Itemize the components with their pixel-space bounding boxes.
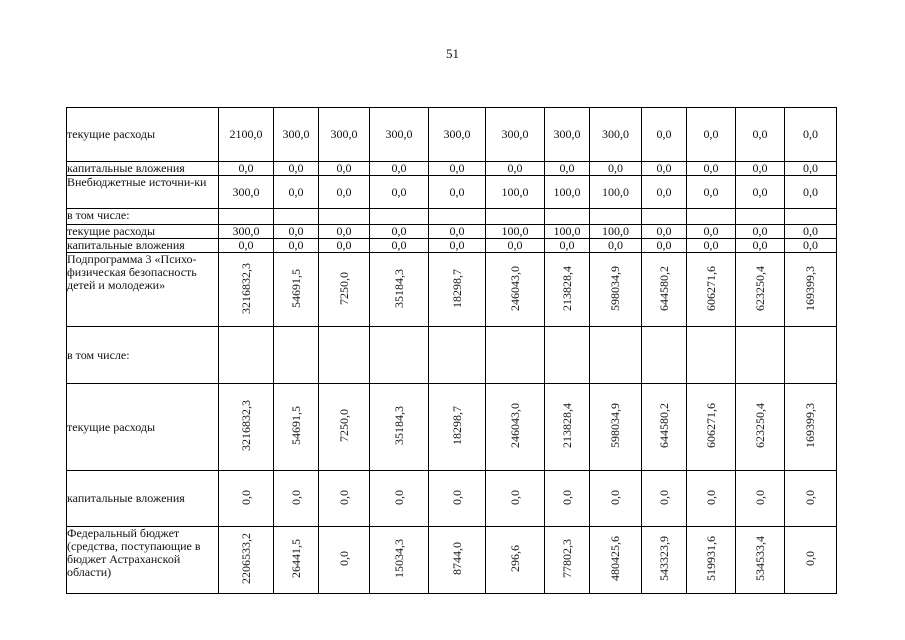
value-text: 246043,0 xyxy=(507,403,522,448)
value-cell xyxy=(429,527,486,594)
value-cell: 0,0 xyxy=(429,162,486,176)
table-row xyxy=(67,327,837,384)
value-cell: 0,0 xyxy=(274,176,319,209)
value-cell: 0,0 xyxy=(590,162,642,176)
value-text: 2206533,2 xyxy=(238,533,253,584)
value-cell: 0,0 xyxy=(274,162,319,176)
budget-table xyxy=(66,107,837,594)
value-cell: 0,0 xyxy=(642,108,687,162)
value-text: 18298,7 xyxy=(449,268,464,308)
value-text: 0,0 xyxy=(391,489,406,505)
row-label: капитальные вложения xyxy=(67,239,219,253)
value-cell: 100,0 xyxy=(486,225,545,239)
value-cell xyxy=(486,384,545,471)
value-cell xyxy=(785,327,837,384)
table-row xyxy=(67,471,837,527)
value-cell xyxy=(642,209,687,225)
row-label: в том числе: xyxy=(67,209,219,225)
value-cell xyxy=(736,527,785,594)
value-cell: 0,0 xyxy=(590,239,642,253)
value-text: 35184,3 xyxy=(391,406,406,445)
table-row xyxy=(67,108,837,162)
value-cell xyxy=(429,471,486,527)
value-cell xyxy=(274,384,319,471)
value-cell xyxy=(545,327,590,384)
value-cell: 0,0 xyxy=(545,162,590,176)
value-cell: 2100,0 xyxy=(219,108,274,162)
value-cell xyxy=(370,209,429,225)
value-text: 18298,7 xyxy=(449,406,464,445)
table-row xyxy=(67,384,837,471)
value-text: 644580,2 xyxy=(656,403,671,448)
table-row xyxy=(67,209,837,225)
value-cell xyxy=(642,471,687,527)
value-text: 0,0 xyxy=(608,489,622,505)
value-cell xyxy=(486,527,545,594)
value-cell xyxy=(274,209,319,225)
value-cell xyxy=(545,209,590,225)
value-cell xyxy=(687,527,736,594)
value-cell xyxy=(590,384,642,471)
value-cell: 0,0 xyxy=(642,239,687,253)
value-text: 3216832,3 xyxy=(238,262,253,314)
value-cell xyxy=(545,471,590,527)
value-text: 26441,5 xyxy=(288,539,303,578)
value-cell xyxy=(687,209,736,225)
row-label: текущие расходы xyxy=(67,108,219,162)
value-cell: 0,0 xyxy=(687,108,736,162)
value-cell xyxy=(219,209,274,225)
value-cell: 0,0 xyxy=(274,239,319,253)
row-label: капитальные вложения xyxy=(67,471,219,527)
value-cell xyxy=(319,527,370,594)
value-cell xyxy=(590,527,642,594)
value-cell: 100,0 xyxy=(545,176,590,209)
value-cell xyxy=(687,253,736,327)
value-cell: 300,0 xyxy=(590,108,642,162)
value-cell xyxy=(590,471,642,527)
value-text: 0,0 xyxy=(752,489,767,505)
value-text: 598034,9 xyxy=(608,403,622,448)
value-cell xyxy=(642,527,687,594)
value-text: 0,0 xyxy=(336,489,351,505)
value-cell: 300,0 xyxy=(219,176,274,209)
row-label: капитальные вложения xyxy=(67,162,219,176)
value-cell: 0,0 xyxy=(736,239,785,253)
value-text: 213828,4 xyxy=(559,403,574,448)
value-cell xyxy=(370,471,429,527)
value-text: 3216832,3 xyxy=(238,400,253,451)
value-cell: 300,0 xyxy=(219,225,274,239)
value-cell: 0,0 xyxy=(429,239,486,253)
row-label: Подпрограмма 3 «Психо-физическая безопасность детей и молодежи» xyxy=(67,253,219,327)
value-text: 519931,6 xyxy=(703,536,718,581)
value-cell xyxy=(370,527,429,594)
value-cell xyxy=(545,253,590,327)
value-text: 623250,4 xyxy=(752,265,767,311)
value-text: 0,0 xyxy=(288,489,303,505)
value-cell xyxy=(642,327,687,384)
value-text: 169399,3 xyxy=(803,403,817,448)
value-cell: 0,0 xyxy=(219,239,274,253)
value-cell xyxy=(545,384,590,471)
value-text: 213828,4 xyxy=(559,265,574,311)
value-cell xyxy=(590,253,642,327)
value-cell: 300,0 xyxy=(274,108,319,162)
value-text: 77802,3 xyxy=(559,539,574,578)
value-text: 0,0 xyxy=(238,489,253,505)
value-cell: 0,0 xyxy=(370,162,429,176)
value-cell: 0,0 xyxy=(687,225,736,239)
value-cell: 0,0 xyxy=(370,239,429,253)
value-cell xyxy=(219,527,274,594)
value-cell: 0,0 xyxy=(370,225,429,239)
value-cell xyxy=(736,471,785,527)
value-cell: 100,0 xyxy=(486,176,545,209)
value-text: 543323,9 xyxy=(656,536,671,581)
value-text: 0,0 xyxy=(803,489,817,505)
value-cell xyxy=(429,253,486,327)
table-row xyxy=(67,225,837,239)
value-cell xyxy=(319,384,370,471)
value-cell xyxy=(590,327,642,384)
value-cell: 0,0 xyxy=(429,176,486,209)
value-cell xyxy=(785,253,837,327)
value-cell: 300,0 xyxy=(486,108,545,162)
value-cell xyxy=(486,327,545,384)
value-cell xyxy=(486,253,545,327)
value-text: 644580,2 xyxy=(656,265,671,311)
value-cell: 0,0 xyxy=(319,225,370,239)
page-number: 51 xyxy=(446,46,459,61)
value-cell xyxy=(219,253,274,327)
value-cell xyxy=(687,384,736,471)
value-cell: 0,0 xyxy=(687,176,736,209)
value-cell xyxy=(219,384,274,471)
value-cell xyxy=(687,327,736,384)
value-cell: 0,0 xyxy=(736,108,785,162)
value-cell xyxy=(219,471,274,527)
value-text: 7250,0 xyxy=(336,409,351,442)
value-text: 35184,3 xyxy=(391,268,406,308)
value-cell xyxy=(429,327,486,384)
value-cell xyxy=(319,209,370,225)
value-text: 606271,6 xyxy=(703,265,718,311)
value-cell: 0,0 xyxy=(486,162,545,176)
value-cell: 0,0 xyxy=(642,176,687,209)
value-text: 246043,0 xyxy=(507,265,522,311)
value-cell xyxy=(736,384,785,471)
value-cell xyxy=(785,209,837,225)
value-cell: 300,0 xyxy=(319,108,370,162)
value-text: 0,0 xyxy=(703,489,718,505)
value-cell xyxy=(274,471,319,527)
value-text: 0,0 xyxy=(559,489,574,505)
table-row xyxy=(67,176,837,209)
value-cell xyxy=(274,253,319,327)
value-text: 0,0 xyxy=(803,551,817,566)
value-cell xyxy=(736,253,785,327)
value-text: 606271,6 xyxy=(703,403,718,448)
value-cell: 0,0 xyxy=(785,108,837,162)
value-cell: 0,0 xyxy=(274,225,319,239)
table-row xyxy=(67,527,837,594)
value-cell: 100,0 xyxy=(590,225,642,239)
value-cell: 300,0 xyxy=(429,108,486,162)
value-cell xyxy=(486,209,545,225)
value-cell xyxy=(319,471,370,527)
value-cell: 0,0 xyxy=(219,162,274,176)
value-text: 7250,0 xyxy=(336,271,351,305)
value-cell: 300,0 xyxy=(545,108,590,162)
value-text: 0,0 xyxy=(449,489,464,505)
value-text: 54691,5 xyxy=(288,406,303,445)
table-row xyxy=(67,162,837,176)
value-cell xyxy=(319,327,370,384)
value-cell: 0,0 xyxy=(370,176,429,209)
row-label: в том числе: xyxy=(67,327,219,384)
value-cell: 0,0 xyxy=(319,162,370,176)
value-cell: 0,0 xyxy=(642,162,687,176)
value-cell: 0,0 xyxy=(785,239,837,253)
table-row xyxy=(67,253,837,327)
row-label: текущие расходы xyxy=(67,384,219,471)
row-label: текущие расходы xyxy=(67,225,219,239)
value-cell xyxy=(785,384,837,471)
value-cell xyxy=(642,253,687,327)
value-cell xyxy=(274,327,319,384)
value-cell: 0,0 xyxy=(785,162,837,176)
value-text: 54691,5 xyxy=(288,268,303,308)
value-cell xyxy=(642,384,687,471)
value-cell: 0,0 xyxy=(319,239,370,253)
value-cell: 0,0 xyxy=(319,176,370,209)
value-cell: 0,0 xyxy=(429,225,486,239)
value-cell xyxy=(545,527,590,594)
value-text: 296,6 xyxy=(507,545,522,572)
value-cell xyxy=(370,327,429,384)
value-cell: 0,0 xyxy=(642,225,687,239)
value-cell: 0,0 xyxy=(736,225,785,239)
value-cell xyxy=(319,253,370,327)
table-row xyxy=(67,239,837,253)
value-cell: 0,0 xyxy=(687,239,736,253)
value-cell xyxy=(590,209,642,225)
value-cell: 100,0 xyxy=(590,176,642,209)
value-cell xyxy=(274,527,319,594)
value-cell: 100,0 xyxy=(545,225,590,239)
value-text: 169399,3 xyxy=(803,265,817,311)
value-cell xyxy=(429,209,486,225)
row-label: Федеральный бюджет (средства, поступающие в бюджет Астраханской области) xyxy=(67,527,219,594)
value-cell xyxy=(219,327,274,384)
value-cell: 0,0 xyxy=(785,225,837,239)
value-cell xyxy=(370,253,429,327)
value-text: 598034,9 xyxy=(608,265,622,311)
value-text: 623250,4 xyxy=(752,403,767,448)
value-text: 0,0 xyxy=(656,489,671,505)
value-cell xyxy=(785,471,837,527)
value-cell: 0,0 xyxy=(687,162,736,176)
value-text: 15034,3 xyxy=(391,539,406,578)
value-text: 480425,6 xyxy=(608,536,622,581)
value-cell xyxy=(785,527,837,594)
value-cell: 300,0 xyxy=(370,108,429,162)
value-cell xyxy=(486,471,545,527)
value-cell: 0,0 xyxy=(545,239,590,253)
value-cell xyxy=(370,384,429,471)
value-cell xyxy=(429,384,486,471)
row-label: Внебюджетные источни-ки xyxy=(67,176,219,209)
value-text: 534533,4 xyxy=(752,536,767,581)
value-cell: 0,0 xyxy=(486,239,545,253)
value-cell xyxy=(687,471,736,527)
value-text: 8744,0 xyxy=(449,542,464,575)
value-text: 0,0 xyxy=(336,551,351,566)
value-cell xyxy=(736,327,785,384)
value-cell: 0,0 xyxy=(736,176,785,209)
value-cell xyxy=(736,209,785,225)
value-text: 0,0 xyxy=(507,489,522,505)
value-cell: 0,0 xyxy=(785,176,837,209)
value-cell: 0,0 xyxy=(736,162,785,176)
